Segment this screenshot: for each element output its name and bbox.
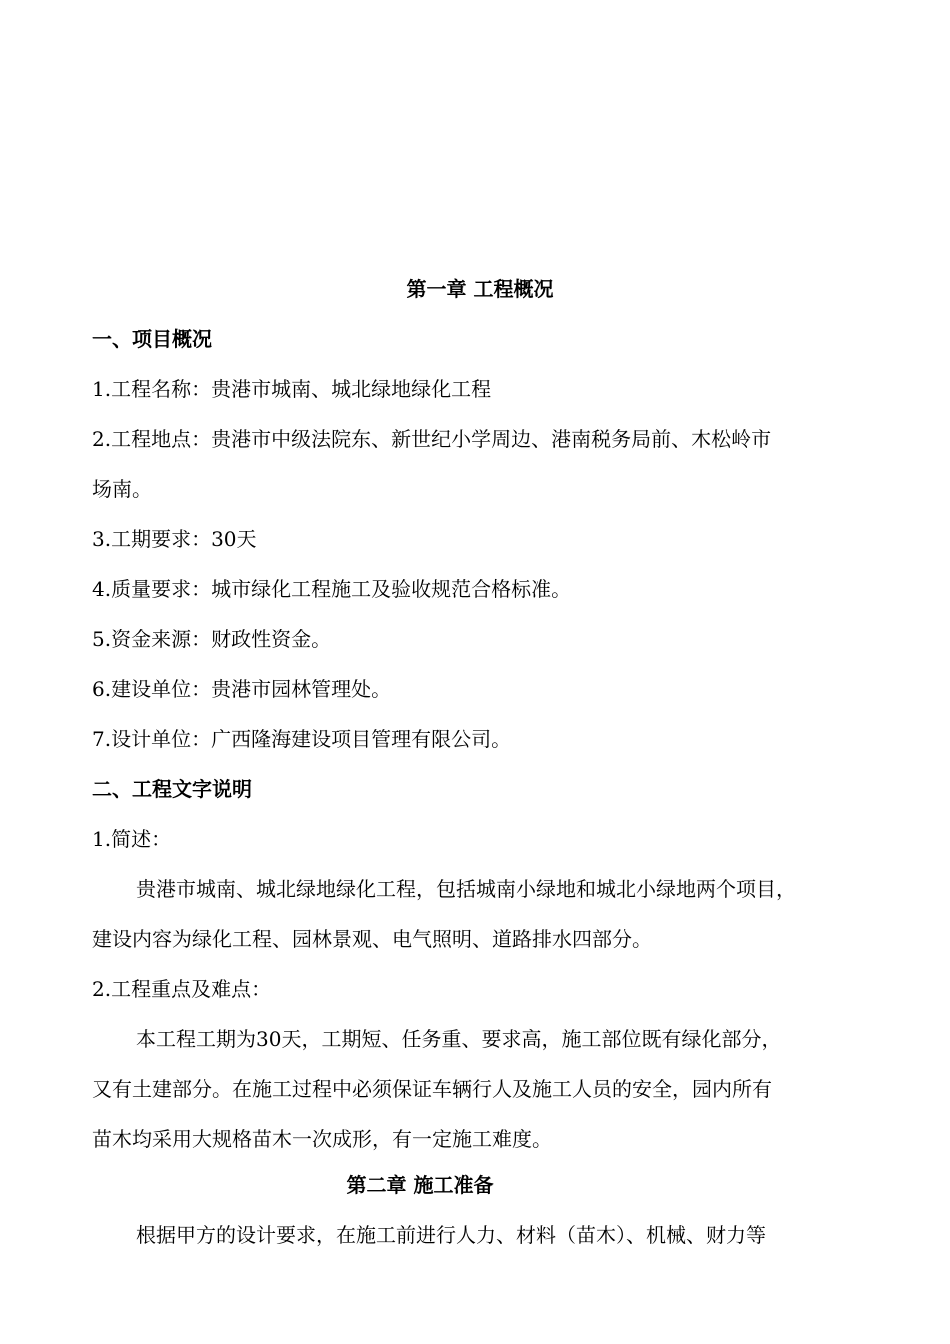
section-heading: 二、工程文字说明 <box>92 777 252 801</box>
paragraph-line: 2.工程重点及难点： <box>92 977 272 1001</box>
paragraph-line: 1.简述： <box>92 827 172 851</box>
paragraph-line: 3.工期要求：30天 <box>92 527 257 551</box>
paragraph-line: 根据甲方的设计要求，在施工前进行人力、材料（苗木）、机械、财力等 <box>136 1223 766 1247</box>
paragraph-line: 苗木均采用大规格苗木一次成形，有一定施工难度。 <box>92 1127 552 1151</box>
paragraph-line: 场南。 <box>92 477 152 501</box>
paragraph-line: 贵港市城南、城北绿地绿化工程，包括城南小绿地和城北小绿地两个项目， <box>136 877 796 901</box>
paragraph-line: 5.资金来源：财政性资金。 <box>92 627 332 651</box>
section-heading: 一、项目概况 <box>92 327 212 351</box>
paragraph-line: 7.设计单位：广西隆海建设项目管理有限公司。 <box>92 727 512 751</box>
chapter-title: 第二章 施工准备 <box>346 1173 494 1197</box>
paragraph-line: 6.建设单位：贵港市园林管理处。 <box>92 677 392 701</box>
chapter-title: 第一章 工程概况 <box>406 277 554 301</box>
paragraph-line: 又有土建部分。在施工过程中必须保证车辆行人及施工人员的安全，园内所有 <box>92 1077 772 1101</box>
paragraph-line: 4.质量要求：城市绿化工程施工及验收规范合格标准。 <box>92 577 572 601</box>
paragraph-line: 2.工程地点：贵港市中级法院东、新世纪小学周边、港南税务局前、木松岭市 <box>92 427 772 451</box>
paragraph-line: 本工程工期为30天，工期短、任务重、要求高，施工部位既有绿化部分， <box>136 1027 782 1051</box>
paragraph-line: 建设内容为绿化工程、园林景观、电气照明、道路排水四部分。 <box>92 927 652 951</box>
paragraph-line: 1.工程名称：贵港市城南、城北绿地绿化工程 <box>92 377 492 401</box>
